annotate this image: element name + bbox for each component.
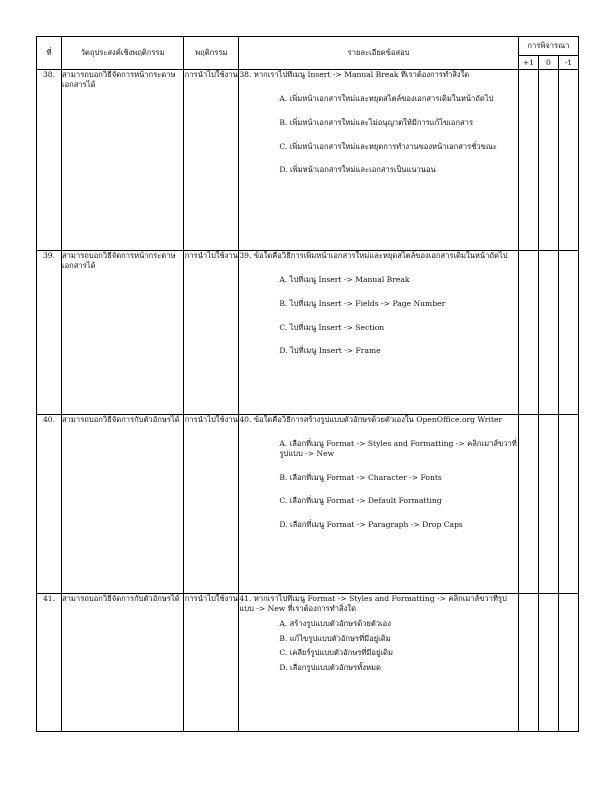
eval-zero-cell[interactable] xyxy=(538,594,558,732)
option-b: B. เลือกที่เมนู Format -> Character -> Fonts xyxy=(279,472,442,482)
eval-plus-cell[interactable] xyxy=(518,251,538,415)
table-row xyxy=(37,415,579,594)
item-behavior: การนำไปใช้งาน xyxy=(184,251,239,415)
option-a: A. เลือกที่เมนู Format -> Styles and Formatting -> คลิกเมาส์ขวาที่รูปแบบ -> New xyxy=(279,438,517,458)
option-c: C. เพิ่มหน้าเอกสารใหม่และหยุดการทำงานของหน้าเอกสารชั่วขณะ xyxy=(279,141,497,151)
item-behavior: การนำไปใช้งาน xyxy=(184,594,239,732)
header-plus-one: +1 xyxy=(518,56,538,70)
question-text: 39. ข้อใดคือวิธีการเพิ่มหน้าเอกสารใหม่และหยุดสไตล์ของเอกสารเดิมในหน้าถัดไป xyxy=(239,251,508,260)
eval-zero-cell[interactable] xyxy=(538,415,558,594)
header-minus-one: -1 xyxy=(558,56,578,70)
option-d: D. ไปที่เมนู Insert -> Frame xyxy=(279,346,381,356)
header-evaluation: การพิจารณา xyxy=(518,37,578,56)
option-a: A. ไปที่เมนู Insert -> Manual Break xyxy=(279,274,410,284)
option-d: D. เพิ่มหน้าเอกสารใหม่และเอกสารเป็นแนวนอน xyxy=(279,165,436,175)
item-number: 39. xyxy=(37,251,62,415)
header-details: รายละเอียดข้อสอบ xyxy=(239,37,518,70)
item-objective: สามารถบอกวิธีจัดการกับตัวอักษรได้ xyxy=(62,415,184,594)
header-behavior: พฤติกรรม xyxy=(184,37,239,70)
eval-minus-cell[interactable] xyxy=(558,415,578,594)
table-row xyxy=(37,70,579,251)
option-a: A. สร้างรูปแบบตัวอักษรด้วยตัวเอง xyxy=(279,618,391,628)
exam-item-table xyxy=(36,36,579,732)
option-b: B. ไปที่เมนู Insert -> Fields -> Page Number xyxy=(279,298,446,308)
question-text: 41. หากเราไปที่เมนู Format -> Styles and Formatting -> คลิกเมาส์ขวาที่รูปแบบ -> New ที่เราต้องการทำสิ่งใด xyxy=(239,594,507,613)
eval-zero-cell[interactable] xyxy=(538,70,558,251)
item-number: 38. xyxy=(37,70,62,251)
item-objective: สามารถบอกวิธีจัดการกับตัวอักษรได้ xyxy=(62,594,184,732)
item-behavior: การนำไปใช้งาน xyxy=(184,70,239,251)
item-objective: สามารถบอกวิธีจัดการหน้ากระดาษเอกสารได้ xyxy=(62,70,184,251)
item-details xyxy=(239,70,518,251)
eval-zero-cell[interactable] xyxy=(538,251,558,415)
header-no: ที่ xyxy=(37,37,62,70)
item-details xyxy=(239,594,518,732)
option-d: D. เลือกที่เมนู Format -> Paragraph -> Drop Caps xyxy=(279,520,463,530)
option-a: A. เพิ่มหน้าเอกสารใหม่และหยุดสไตล์ของเอกสารเดิมในหน้าถัดไป xyxy=(279,93,494,103)
header-zero: 0 xyxy=(538,56,558,70)
item-objective: สามารถบอกวิธีจัดการหน้ากระดาษเอกสารได้ xyxy=(62,251,184,415)
item-number: 40. xyxy=(37,415,62,594)
option-b: B. แก้ไขรูปแบบตัวอักษรที่มีอยู่เดิม xyxy=(279,633,391,643)
option-b: B. เพิ่มหน้าเอกสารใหม่และไม่อนุญาตให้มีการแก้ไขเอกสาร xyxy=(279,117,474,127)
eval-plus-cell[interactable] xyxy=(518,70,538,251)
option-c: C. ไปที่เมนู Insert -> Section xyxy=(279,322,385,332)
question-text: 38. หากเราไปที่เมนู Insert -> Manual Break ที่เราต้องการทำสิ่งใด xyxy=(239,70,470,79)
table-row xyxy=(37,594,579,732)
eval-plus-cell[interactable] xyxy=(518,415,538,594)
item-details xyxy=(239,415,518,594)
question-text: 40. ข้อใดคือวิธีการสร้างรูปแบบตัวอักษรด้วยตัวเองใน OpenOffice.org Writer xyxy=(239,415,503,424)
table-row xyxy=(37,251,579,415)
eval-minus-cell[interactable] xyxy=(558,594,578,732)
option-c: C. เคลียร์รูปแบบตัวอักษรที่มีอยู่เดิม xyxy=(279,648,393,658)
eval-plus-cell[interactable] xyxy=(518,594,538,732)
header-objective: วัตถุประสงค์เชิงพฤติกรรม xyxy=(62,37,184,70)
item-details xyxy=(239,251,518,415)
option-d: D. เลือกรูปแบบตัวอักษรทั้งหมด xyxy=(279,663,381,673)
eval-minus-cell[interactable] xyxy=(558,70,578,251)
option-c: C. เลือกที่เมนู Format -> Default Formatting xyxy=(279,496,442,506)
item-behavior: การนำไปใช้งาน xyxy=(184,415,239,594)
item-number: 41. xyxy=(37,594,62,732)
eval-minus-cell[interactable] xyxy=(558,251,578,415)
